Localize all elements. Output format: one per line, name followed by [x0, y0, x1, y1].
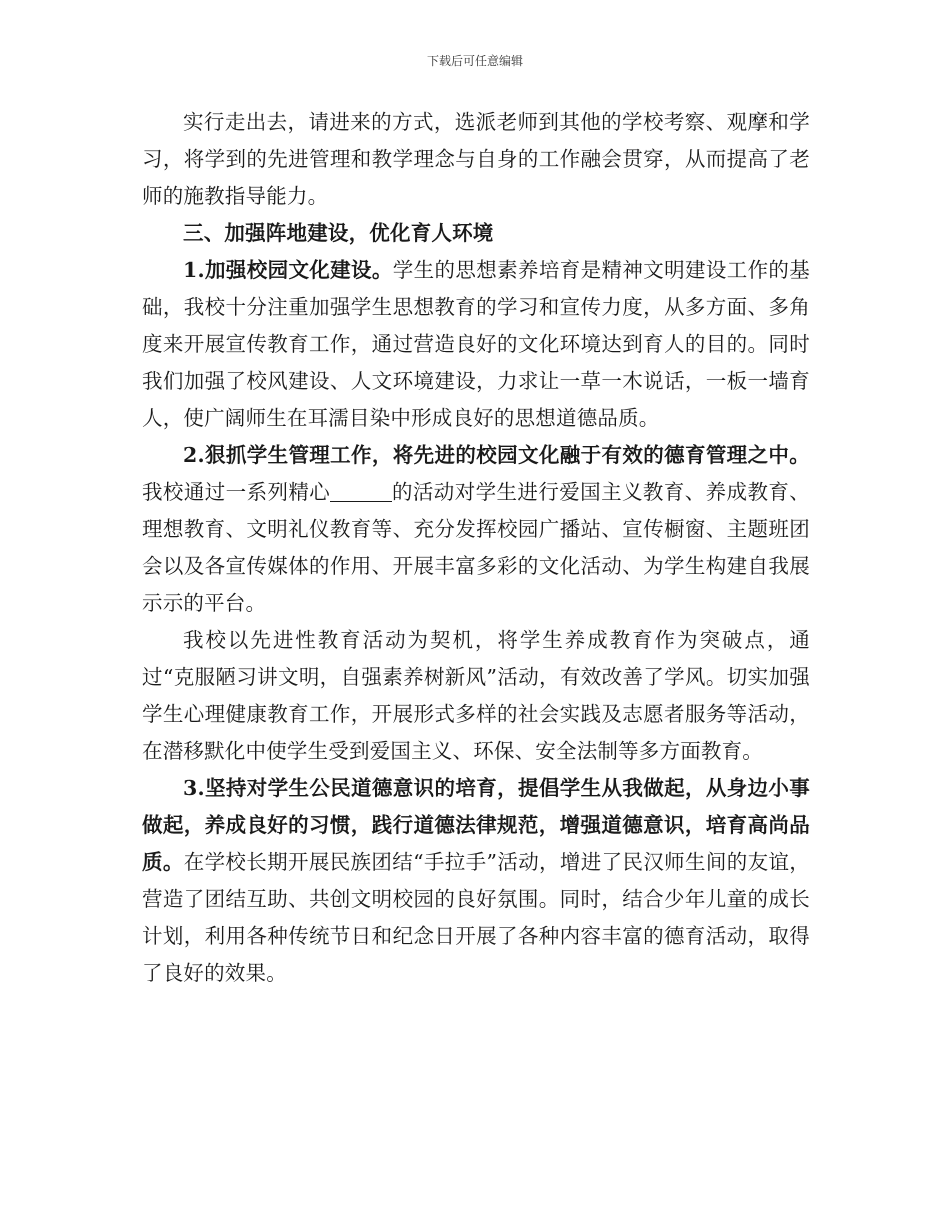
- paragraph-student-management: [142, 437, 810, 622]
- section-heading-3: 三、加强阵地建设，优化育人环境: [183, 221, 494, 245]
- paragraph-moral-awareness: [142, 770, 810, 992]
- paragraph-moral-awareness-text: 在学校长期开展民族团结“手拉手”活动，增进了民汉师生间的友谊，营造了团结互助、共创文明校园的良好氛围。同时，结合少年儿童的成长计划，利用各种传统节日和纪念日开展了各种内容丰富的德育活动，取得了良好的效果。: [142, 850, 810, 985]
- paragraph-student-management-text-a: 我校通过一系列精心: [142, 480, 331, 504]
- paragraph-campus-culture: [142, 252, 810, 437]
- paragraph-campus-culture-text: 学生的思想素养培育是精神文明建设工作的基础，我校十分注重加强学生思想教育的学习和宣传力度，从多方面、多角度来开展宣传教育工作，通过营造良好的文化环境达到育人的目的。同时我们加强了校风建设、人文环境建设，力求让一草一木说话，一板一墙育人，使广阔师生在耳濡目染中形成良好的思想道德品质。: [142, 258, 810, 430]
- paragraph-advanced-education: 我校以先进性教育活动为契机，将学生养成教育作为突破点，通过“克服陋习讲文明，自强素养树新风”活动，有效改善了学风。切实加强学生心理健康教育工作，开展形式多样的社会实践及志愿者服务等活动，在潜移默化中使学生受到爱国主义、环保、安全法制等多方面教育。: [142, 628, 810, 763]
- subheading-moral-awareness: 3.坚持对学生公民道德意识的培育，提倡学生从我做起，从身边小事做起，养成良好的习惯，践行道德法律规范，增强道德意识，培育高尚品质。: [142, 776, 810, 874]
- paragraph-teacher-exchange: 实行走出去，请进来的方式，选派老师到其他的学校考察、观摩和学习，将学到的先进管理和教学理念与自身的工作融会贯穿，从而提高了老师的施教指导能力。: [142, 110, 810, 208]
- fill-in-blank: [330, 481, 392, 503]
- page-header-note: 下载后可任意编辑: [426, 54, 523, 68]
- subheading-student-management: 2.狠抓学生管理工作，将先进的校园文化融于有效的德育管理之中。: [183, 443, 810, 467]
- document-body: [142, 104, 810, 992]
- paragraph-student-management-text-b: 的活动对学生进行爱国主义教育、养成教育、理想教育、文明礼仪教育等、充分发挥校园广播站、宣传橱窗、主题班团会以及各宣传媒体的作用、开展丰富多彩的文化活动、为学生构建自我展示示的平台。: [142, 480, 811, 615]
- subheading-campus-culture: 1.加强校园文化建设。: [183, 258, 393, 282]
